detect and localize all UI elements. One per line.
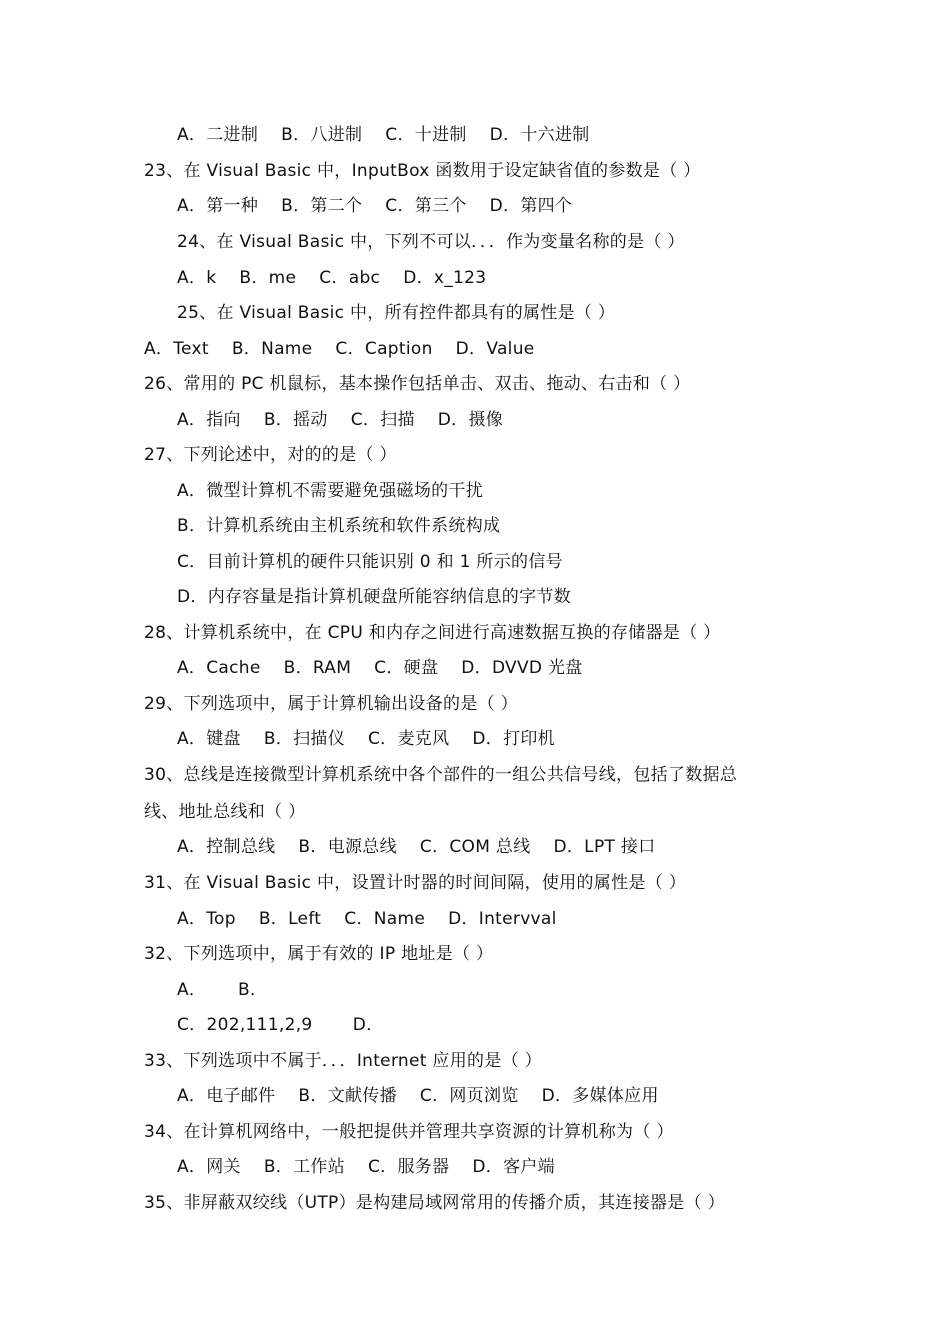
question-32: 32、下列选项中，属于有效的 IP 地址是（ ） <box>144 944 494 964</box>
question-35: 35、非屏蔽双绞线（UTP）是构建局域网常用的传播介质，其连接器是（ ） <box>144 1193 725 1213</box>
option-line: D．内存容量是指计算机硬盘所能容纳信息的字节数 <box>177 587 571 607</box>
question-27: 27、下列论述中，对的的是（ ） <box>144 445 397 465</box>
question-28: 28、计算机系统中，在 CPU 和内存之间进行高速数据互换的存储器是（ ） <box>144 623 721 643</box>
question-33: 33、下列选项中不属于．．．Internet 应用的是（ ） <box>144 1051 542 1071</box>
option-line: C．202,111,2,9 D． <box>177 1015 384 1035</box>
option-line: A．电子邮件 B．文献传播 C．网页浏览 D．多媒体应用 <box>177 1086 659 1106</box>
option-line: C．目前计算机的硬件只能识别 0 和 1 所示的信号 <box>177 552 563 572</box>
option-line: A．Cache B．RAM C．硬盘 D．DVVD 光盘 <box>177 658 583 678</box>
option-line: A．网关 B．工作站 C．服务器 D．客户端 <box>177 1157 555 1177</box>
option-line: A．控制总线 B．电源总线 C．COM 总线 D．LPT 接口 <box>177 837 656 857</box>
question-26: 26、常用的 PC 机鼠标，基本操作包括单击、双击、拖动、右击和（ ） <box>144 374 691 394</box>
option-line: A． B． <box>177 980 268 1000</box>
option-line: A．二进制 B．八进制 C．十进制 D．十六进制 <box>177 125 590 145</box>
option-line: A．微型计算机不需要避免强磁场的干扰 <box>177 481 484 501</box>
option-line: A．k B．me C．abc D．x_123 <box>177 268 487 288</box>
question-25: 25、在 Visual Basic 中，所有控件都具有的属性是（ ） <box>177 303 616 323</box>
option-line: A．指向 B．摇动 C．扫描 D．摄像 <box>177 410 504 430</box>
question-23: 23、在 Visual Basic 中，InputBox 函数用于设定缺省值的参数是（ ） <box>144 161 701 181</box>
option-line: A．Text B．Name C．Caption D．Value <box>144 339 535 359</box>
option-line: A．第一种 B．第二个 C．第三个 D．第四个 <box>177 196 573 216</box>
question-24: 24、在 Visual Basic 中，下列不可以．．．作为变量名称的是（ ） <box>177 232 685 252</box>
question-30: 30、总线是连接微型计算机系统中各个部件的一组公共信号线，包括了数据总 <box>144 765 738 785</box>
option-line: A．Top B．Left C．Name D．Intervval <box>177 909 557 929</box>
option-line: B．计算机系统由主机系统和软件系统构成 <box>177 516 501 536</box>
question-34: 34、在计算机网络中，一般把提供并管理共享资源的计算机称为（ ） <box>144 1122 674 1142</box>
option-line: A．键盘 B．扫描仪 C．麦克风 D．打印机 <box>177 729 555 749</box>
question-30-continued: 线、地址总线和（ ） <box>144 802 306 822</box>
question-31: 31、在 Visual Basic 中，设置计时器的时间间隔，使用的属性是（ ） <box>144 873 687 893</box>
question-29: 29、下列选项中，属于计算机输出设备的是（ ） <box>144 694 518 714</box>
